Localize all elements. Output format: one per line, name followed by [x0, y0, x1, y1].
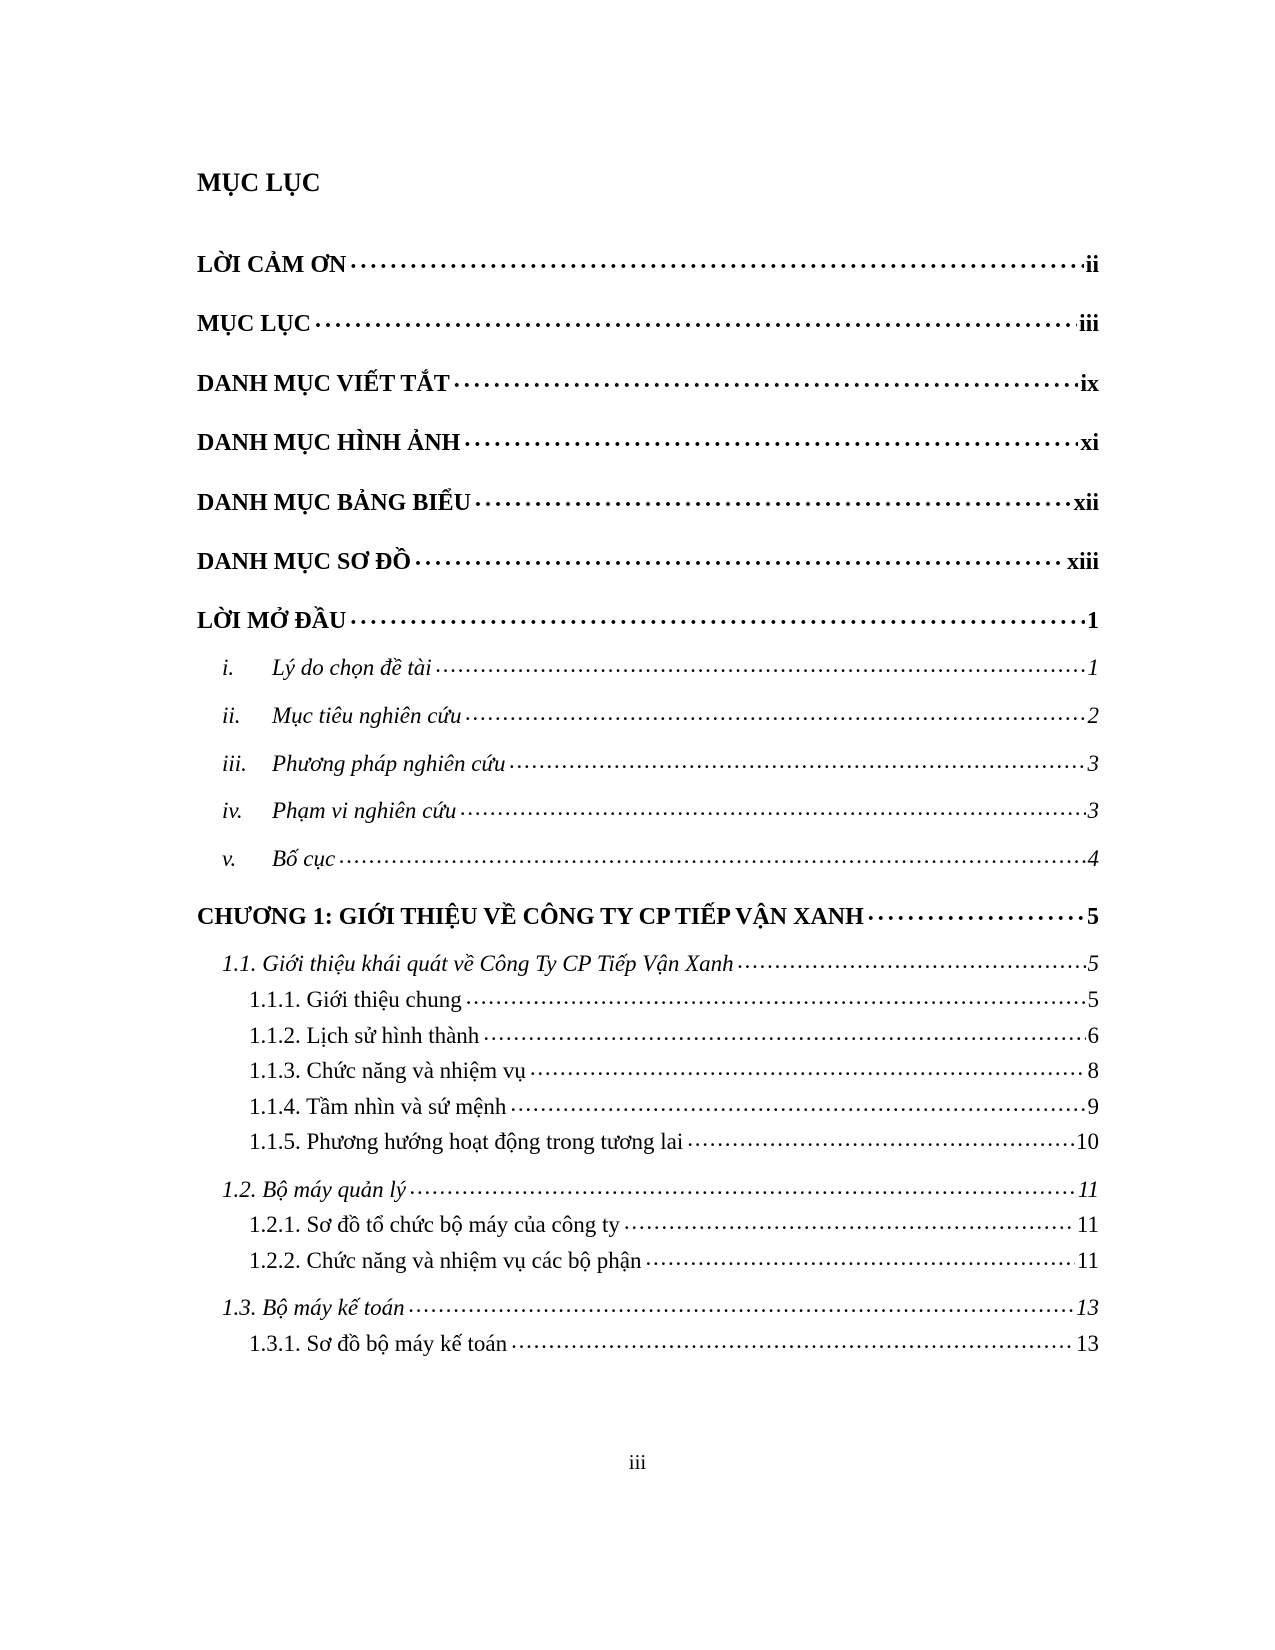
toc-entry-label: Mục tiêu nghiên cứu: [272, 703, 462, 728]
toc-entry-page: 8: [1087, 1058, 1099, 1083]
toc-entry[interactable]: [197, 900, 1099, 931]
toc-entry-label: DANH MỤC SƠ ĐỒ: [197, 549, 411, 575]
toc-entry[interactable]: [197, 307, 1099, 338]
toc-entry-label: Lý do chọn đề tài: [272, 655, 432, 680]
toc-entry[interactable]: [249, 984, 1099, 1013]
page-number: iii: [628, 1450, 647, 1474]
toc-entry-page: xi: [1080, 430, 1099, 456]
toc-entry[interactable]: [222, 795, 1099, 824]
toc-entry-page: 9: [1087, 1094, 1099, 1119]
toc-entry-label: 1.1.1. Giới thiệu chung: [249, 987, 462, 1012]
leader-dots: [687, 1126, 1074, 1149]
toc-entry[interactable]: [197, 248, 1099, 279]
toc-entry-page: 5: [1087, 987, 1099, 1012]
toc-entry-label: 1.2.2. Chức năng và nhiệm vụ các bộ phận: [249, 1248, 642, 1273]
toc-entry-page: 5: [1087, 951, 1099, 976]
toc-entry-label: DANH MỤC HÌNH ẢNH: [197, 430, 461, 456]
toc-entry-label: Bố cục: [272, 846, 336, 871]
toc-entry-page: 6: [1087, 1023, 1099, 1048]
toc-entry-label: LỜI MỞ ĐẦU: [197, 608, 347, 634]
toc-entry-label: DANH MỤC BẢNG BIỂU: [197, 490, 472, 516]
leader-dots: [465, 700, 1085, 723]
leader-dots: [511, 1328, 1074, 1351]
toc-entry[interactable]: [197, 545, 1099, 576]
toc-entry[interactable]: [222, 948, 1099, 977]
leader-dots: [738, 948, 1086, 971]
toc-entry-page: 10: [1076, 1129, 1099, 1154]
toc-entry-label: 1.1.5. Phương hướng hoạt động trong tương lai: [249, 1129, 684, 1154]
leader-dots: [339, 843, 1085, 866]
leader-dots: [460, 795, 1085, 818]
toc-entry-number: v.: [222, 846, 237, 871]
toc-entry[interactable]: [222, 843, 1099, 872]
leader-dots: [454, 367, 1079, 391]
toc-entry-label: 1.1.4. Tầm nhìn và sứ mệnh: [249, 1094, 507, 1119]
toc-entry[interactable]: [222, 652, 1099, 681]
toc-entry-page: 11: [1076, 1212, 1099, 1237]
leader-dots: [624, 1209, 1075, 1232]
toc-entry[interactable]: [249, 1055, 1099, 1084]
toc-entry-label: 1.1.3. Chức năng và nhiệm vụ: [249, 1058, 526, 1083]
toc-entry-number: i.: [222, 655, 235, 680]
toc-entry-page: 13: [1076, 1295, 1099, 1320]
toc-entry[interactable]: [249, 1091, 1099, 1120]
toc-entry-label: 1.2.1. Sơ đồ tổ chức bộ máy của công ty: [249, 1212, 620, 1237]
toc-entry-number: iv.: [222, 798, 243, 823]
toc-entry-page: 13: [1076, 1331, 1099, 1356]
toc-entry[interactable]: [249, 1328, 1099, 1357]
leader-dots: [510, 1091, 1085, 1114]
toc-entry-label: 1.3. Bộ máy kế toán: [222, 1295, 405, 1320]
toc-entry[interactable]: [197, 426, 1099, 457]
toc-entry-label: 1.1. Giới thiệu khái quát về Công Ty CP Tiếp Vận Xanh: [222, 951, 734, 976]
leader-dots: [350, 604, 1085, 628]
leader-dots: [464, 426, 1078, 450]
toc-entry[interactable]: [222, 700, 1099, 729]
toc-entry-label: LỜI CẢM ƠN: [197, 252, 347, 278]
toc-entry[interactable]: [197, 367, 1099, 398]
toc-entry-page: 11: [1077, 1177, 1099, 1202]
leader-dots: [646, 1245, 1075, 1268]
page-title: MỤC LỤC: [197, 168, 321, 197]
toc-entry-label: 1.3.1. Sơ đồ bộ máy kế toán: [249, 1331, 508, 1356]
toc-entry[interactable]: [249, 1126, 1099, 1155]
leader-dots: [530, 1055, 1086, 1078]
toc-entry-page: 3: [1087, 751, 1099, 776]
toc-entry[interactable]: [222, 748, 1099, 777]
toc-entry-page: 11: [1076, 1248, 1099, 1273]
leader-dots: [409, 1292, 1074, 1315]
toc-entry-label: MỤC LỤC: [197, 311, 311, 337]
leader-dots: [475, 486, 1072, 510]
toc-entry-page: 1: [1087, 655, 1099, 680]
toc-entry-page: 3: [1087, 798, 1099, 823]
toc-entry-number: iii.: [222, 751, 247, 776]
toc-entry-page: 1: [1087, 608, 1099, 634]
toc-entry-label: 1.2. Bộ máy quản lý: [222, 1177, 406, 1202]
leader-dots: [868, 900, 1085, 924]
toc-entry-label: CHƯƠNG 1: GIỚI THIỆU VỀ CÔNG TY CP TIẾP VẬN XANH: [197, 904, 864, 930]
toc-entry[interactable]: [222, 1174, 1099, 1203]
toc-entry-label: DANH MỤC VIẾT TẮT: [197, 371, 450, 397]
leader-dots: [315, 307, 1077, 331]
toc-entry-page: xiii: [1066, 549, 1099, 575]
toc-entry-label: 1.1.2. Lịch sử hình thành: [249, 1023, 480, 1048]
toc-entry[interactable]: [249, 1020, 1099, 1049]
toc-entry-number: ii.: [222, 703, 241, 728]
leader-dots: [509, 748, 1085, 771]
toc-entry-page: 2: [1087, 703, 1099, 728]
leader-dots: [350, 248, 1083, 272]
leader-dots: [415, 545, 1065, 569]
leader-dots: [410, 1174, 1076, 1197]
toc-entry-label: Phạm vi nghiên cứu: [272, 798, 457, 823]
toc-entry[interactable]: [197, 604, 1099, 635]
leader-dots: [483, 1020, 1085, 1043]
toc-entry[interactable]: [222, 1292, 1099, 1321]
leader-dots: [436, 652, 1086, 675]
toc-entry[interactable]: [249, 1245, 1099, 1274]
toc-entry-page: 4: [1087, 846, 1099, 871]
toc-entry-page: ii: [1085, 252, 1099, 278]
toc-entry-label: Phương pháp nghiên cứu: [272, 751, 506, 776]
toc-entry-page: 5: [1087, 904, 1099, 930]
toc-entry-page: iii: [1078, 311, 1099, 337]
leader-dots: [466, 984, 1086, 1007]
toc-entry[interactable]: [197, 486, 1099, 517]
toc-entry-page: ix: [1080, 371, 1099, 397]
toc-entry-page: xii: [1073, 490, 1099, 516]
toc-entry[interactable]: [249, 1209, 1099, 1238]
